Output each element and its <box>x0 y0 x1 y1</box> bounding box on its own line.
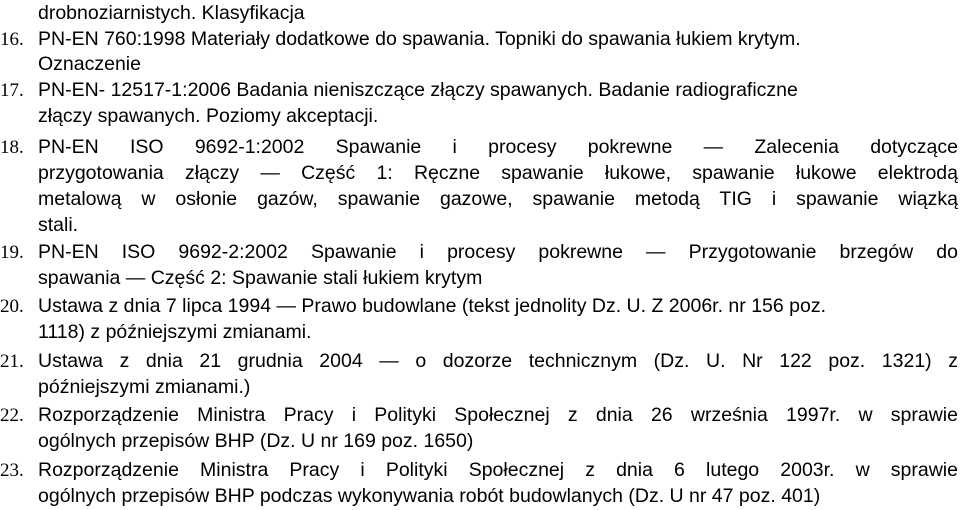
entry-20-line-1: Ustawa z dnia 7 lipca 1994 — Prawo budowlane (tekst jednolity Dz. U. Z 2006r. nr 156 poz. <box>38 295 826 317</box>
entry-23-line-1: Rozporządzenie Ministra Pracy i Polityki Społecznej z dnia 6 lutego 2003r. w sprawie <box>38 459 958 481</box>
entry-17-line-1: PN-EN- 12517-1:2006 Badania nieniszczące złączy spawanych. Badanie radiograficzne <box>38 79 798 101</box>
entry-22-line-2: ogólnych przepisów BHP (Dz. U nr 169 poz. 1650) <box>38 430 474 452</box>
entry-20-number: 20. <box>0 296 24 317</box>
entry-23-line-2: ogólnych przepisów BHP podczas wykonywania robót budowlanych (Dz. U nr 47 poz. 401) <box>38 485 821 507</box>
entry-18-line-1: PN-EN ISO 9692-1:2002 Spawanie i procesy pokrewne — Zalecenia dotyczące <box>38 136 958 158</box>
entry-18-number: 18. <box>0 137 24 158</box>
entry-22-line-1: Rozporządzenie Ministra Pracy i Polityki Społecznej z dnia 26 września 1997r. w sprawie <box>38 404 958 426</box>
continuation-line: drobnoziarnistych. Klasyfikacja <box>38 2 305 24</box>
entry-21-line-2: późniejszymi zmianami.) <box>38 376 251 398</box>
entry-18-line-4: stali. <box>38 214 79 236</box>
entry-18-line-2: przygotowania złączy — Część 1: Ręczne spawanie łukowe, spawanie łukowe elektrodą <box>38 162 958 184</box>
entry-18-line-3: metalową w osłonie gazów, spawanie gazowe, spawanie metodą TIG i spawanie wiązką <box>38 188 958 210</box>
entry-21-number: 21. <box>0 351 24 372</box>
entry-19-number: 19. <box>0 242 24 263</box>
entry-16-line-2: Oznaczenie <box>38 53 141 75</box>
entry-17-line-2: złączy spawanych. Poziomy akceptacji. <box>38 105 379 127</box>
entry-21-line-1: Ustawa z dnia 21 grudnia 2004 — o dozorze technicznym (Dz. U. Nr 122 poz. 1321) z <box>38 350 958 372</box>
entry-22-number: 22. <box>0 405 24 426</box>
entry-16-line-1: PN-EN 760:1998 Materiały dodatkowe do spawania. Topniki do spawania łukiem krytym. <box>38 28 801 50</box>
entry-20-line-2: 1118) z późniejszymi zmianami. <box>38 321 312 343</box>
entry-19-line-1: PN-EN ISO 9692-2:2002 Spawanie i procesy pokrewne — Przygotowanie brzegów do <box>38 241 958 263</box>
entry-19-line-2: spawania — Część 2: Spawanie stali łukiem krytym <box>38 267 483 289</box>
entry-17-number: 17. <box>0 80 24 101</box>
entry-23-number: 23. <box>0 460 24 481</box>
entry-16-number: 16. <box>0 29 24 50</box>
